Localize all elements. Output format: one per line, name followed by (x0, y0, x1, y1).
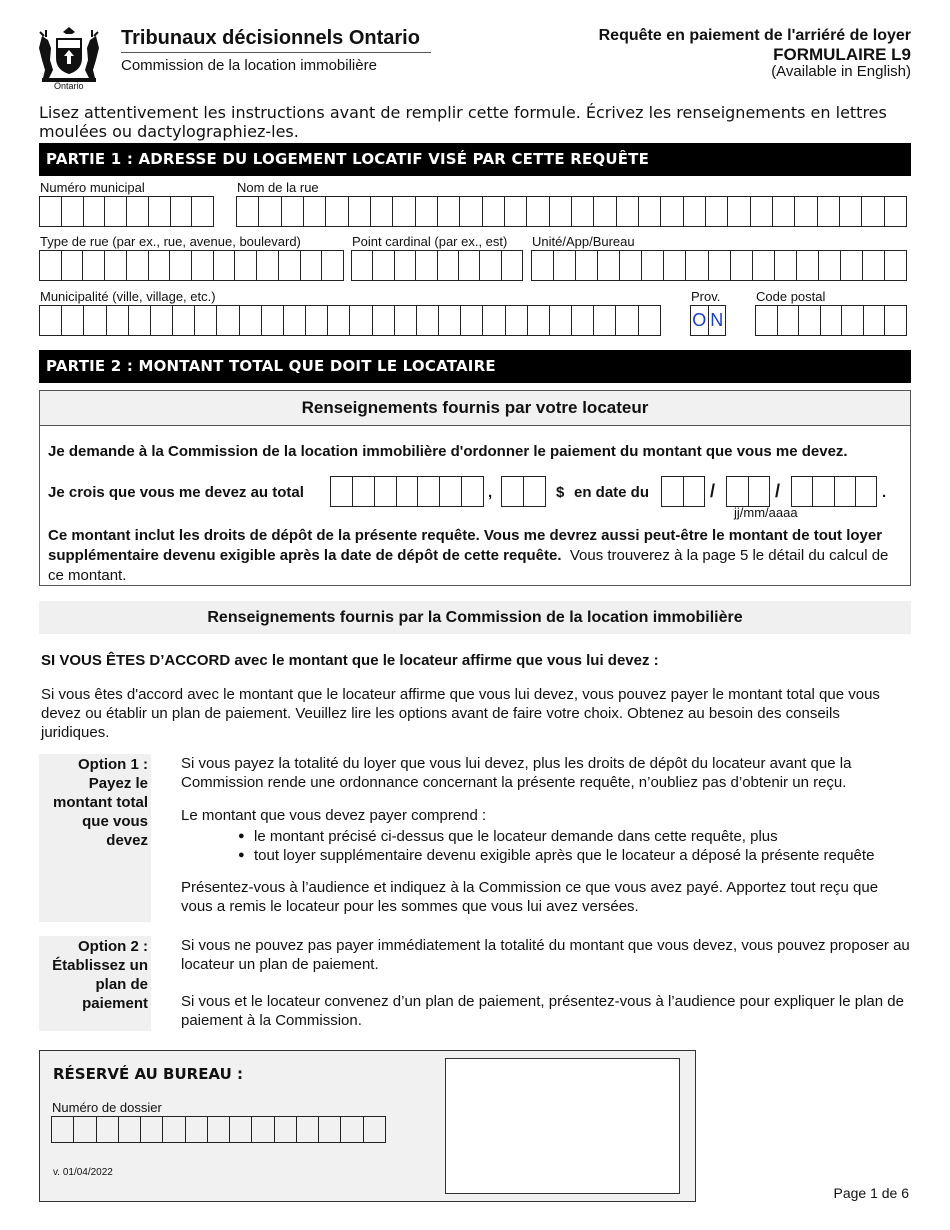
request-statement: Je demande à la Commission de la location immobilière d'ordonner le paiement du montant que vous me devez. (48, 443, 848, 460)
list-item: ● le montant précisé ci-dessus que le locateur demande dans cette requête, plus (236, 827, 911, 846)
street-number-input[interactable] (39, 196, 214, 227)
option1-paragraph: Si vous payez la totalité du loyer que vous lui devez, plus les droits de dépôt du locateur avant que la Commission rende une ordonnance concernant la présente requête, n’oubliez pas d’obtenir un reçu. (181, 755, 852, 791)
option1-includes: Le montant que vous devez payer comprend : (181, 807, 487, 824)
unit-input[interactable] (531, 250, 907, 281)
agree-text: Si vous êtes d'accord avec le montant que le locateur affirme que vous lui devez, vous pouvez payer le montant total que vous devez ou établir un plan de paiement. Veuillez lire les options avant de faire votre choix. Obtenez au besoin des conseils juridiques. (41, 686, 880, 741)
province-label: Prov. (691, 289, 721, 304)
province-input[interactable] (690, 305, 726, 336)
ontario-coat-of-arms-logo (36, 26, 102, 90)
office-use-title: RÉSERVÉ AU BUREAU : (53, 1065, 243, 1083)
agree-heading: SI VOUS ÊTES D’ACCORD avec le montant que le locateur affirme que vous lui devez : (41, 652, 659, 669)
postal-code-input[interactable] (755, 305, 907, 336)
province-char: O (691, 306, 709, 335)
option1-label: Option 1 : Payez le montant total que vous devez (39, 754, 151, 922)
header-divider (121, 52, 431, 53)
organization-title: Tribunaux décisionnels Ontario (121, 27, 420, 49)
amount-dollars-input[interactable] (330, 476, 484, 507)
filing-fee-note-bold: Ce montant inclut les droits de dépôt de la présente requête. Vous me devrez aussi peut-être le montant de tout loyer supplémentaire devenu exigible après la date de dépôt de cette requête. (48, 527, 883, 564)
municipality-input[interactable] (39, 305, 661, 336)
option1-closing: Présentez-vous à l’audience et indiquez à la Commission ce que vous avez payé. Apportez tout reçu que vous a remis le locateur pour les sommes que vous lui avez versées. (181, 879, 879, 915)
part2-title-bar: PARTIE 2 : MONTANT TOTAL QUE DOIT LE LOCATAIRE (39, 350, 911, 383)
file-number-input[interactable] (51, 1116, 386, 1143)
instructions-intro: Lisez attentivement les instructions avant de remplir cette formule. Écrivez les renseignements en lettres moulées ou dactylographiez-les. (39, 103, 887, 141)
form-title: Requête en paiement de l'arriéré de loyer (598, 27, 911, 44)
filing-fee-note-plain: Vous trouverez à la page 5 le détail du calcul de ce montant. (48, 547, 889, 584)
form-version: v. 01/04/2022 (53, 1167, 113, 1178)
province-char: N (710, 310, 724, 330)
unit-label: Unité/App/Bureau (532, 234, 635, 249)
file-number-label: Numéro de dossier (52, 1100, 162, 1115)
form-code: FORMULAIRE L9 (773, 45, 911, 64)
postal-code-label: Code postal (756, 289, 826, 304)
date-day-input[interactable] (661, 476, 705, 507)
organization-subtitle: Commission de la location immobilière (121, 57, 377, 74)
street-name-input[interactable] (236, 196, 907, 227)
page-number: Page 1 de 6 (833, 1185, 909, 1201)
street-name-label: Nom de la rue (237, 180, 319, 195)
board-info-header: Renseignements fournis par la Commission de la location immobilière (39, 601, 911, 634)
sentence-period: . (882, 484, 887, 501)
amount-cents-input[interactable] (501, 476, 546, 507)
direction-input[interactable] (351, 250, 523, 281)
date-year-input[interactable] (791, 476, 877, 507)
dollar-sign: $ (556, 484, 565, 501)
part1-title-bar: PARTIE 1 : ADRESSE DU LOGEMENT LOCATIF VISÉ PAR CETTE REQUÊTE (39, 143, 911, 176)
date-separator: / (775, 481, 781, 501)
logo-caption: Ontario (54, 81, 84, 91)
street-type-input[interactable] (39, 250, 344, 281)
street-number-label: Numéro municipal (40, 180, 145, 195)
option2-paragraph: Si vous ne pouvez pas payer immédiatement la totalité du montant que vous devez, vous pouvez proposer au locateur un plan de paiement. (181, 937, 910, 973)
option2-hearing: Si vous et le locateur convenez d’un plan de paiement, présentez-vous à l’audience pour expliquer le plan de paiement à la Commission. (181, 993, 904, 1029)
option1-bullet-list (236, 827, 911, 865)
municipality-label: Municipalité (ville, village, etc.) (40, 289, 216, 304)
available-in-english-note: (Available in English) (771, 63, 911, 80)
filing-fee-note (48, 526, 904, 586)
date-month-input[interactable] (726, 476, 770, 507)
street-type-label: Type de rue (par ex., rue, avenue, boulevard) (40, 234, 301, 249)
amount-comma: , (488, 484, 493, 501)
option2-label: Option 2 : Établissez un plan de paiement (39, 936, 151, 1031)
date-format-hint: jj/mm/aaaa (734, 505, 798, 520)
amount-owed-label: Je crois que vous me devez au total (48, 484, 304, 501)
direction-label: Point cardinal (par ex., est) (352, 234, 508, 249)
list-item: ● tout loyer supplémentaire devenu exigible après que le locateur a déposé la présente requête (236, 846, 911, 865)
office-stamp-area (445, 1058, 680, 1194)
date-separator: / (710, 481, 716, 501)
landlord-info-header: Renseignements fournis par votre locateur (40, 391, 910, 426)
as-of-date-label: en date du (574, 484, 650, 501)
